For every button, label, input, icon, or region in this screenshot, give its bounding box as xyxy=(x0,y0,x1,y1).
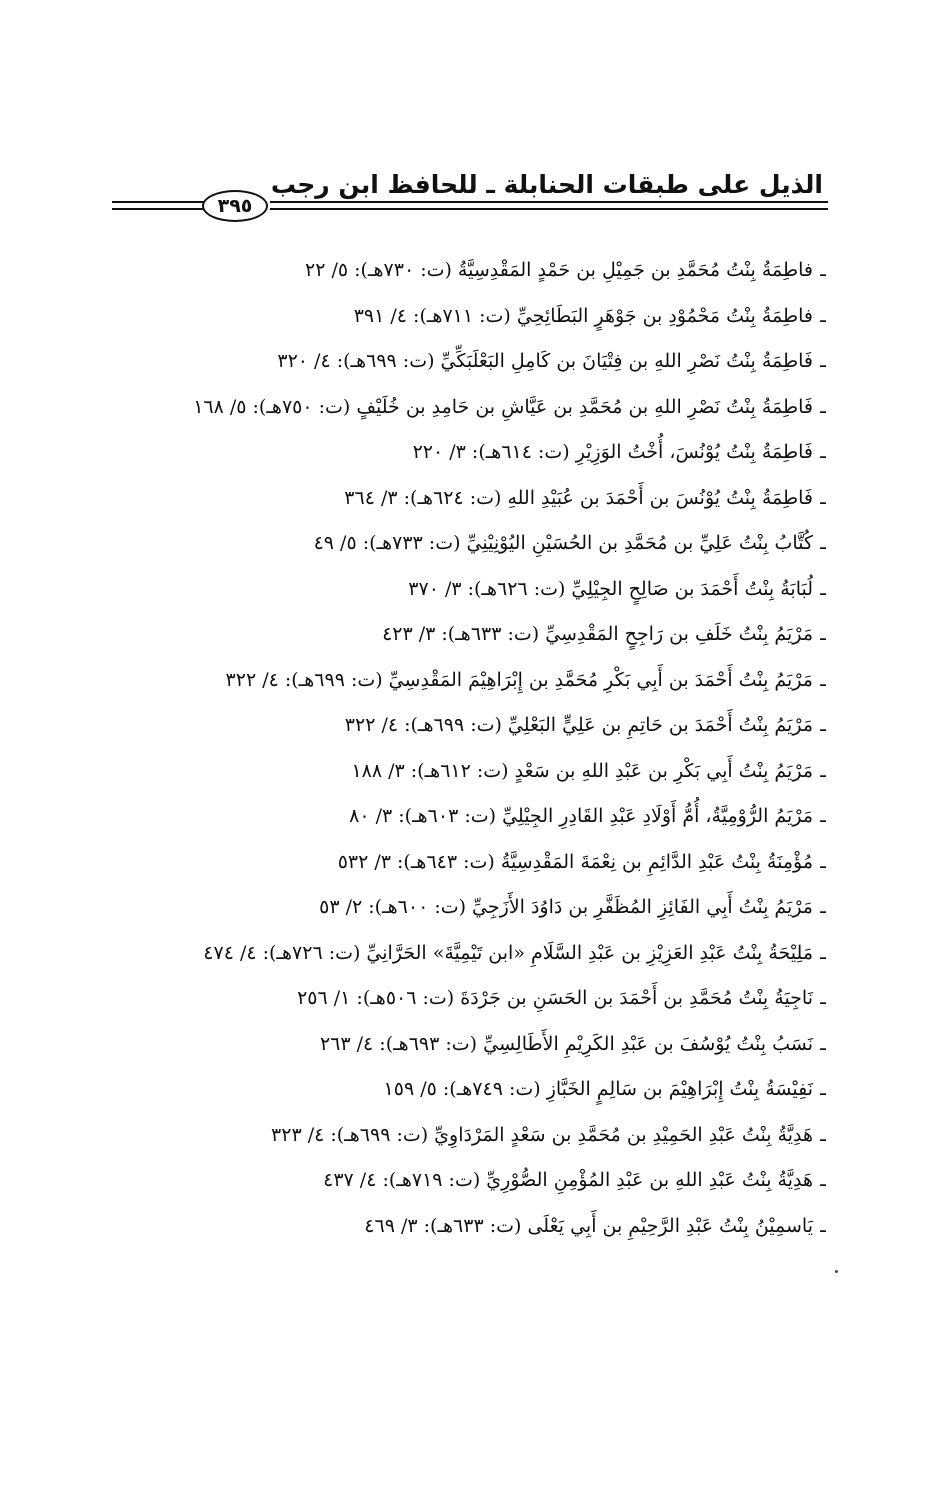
entry-text: يَاسمِيْنُ بِنْتُ عَبْدِ الرَّحِيْمِ بن أَبِي يَعْلَى (ت: ٦٣٣هـ): ٣/ ٤٦٩ xyxy=(364,1214,813,1237)
header-rule-upper xyxy=(270,201,828,203)
entry-text: مَرْيَمُ الرُّوْمِيَّةُ، أُمُّ أَوْلَادِ عَبْدِ القَادِرِ الجِيْلِيِّ (ت: ٦٠٣هـ): ٣/ ٨٠ xyxy=(349,805,813,827)
entry-dash: ـ xyxy=(820,350,826,372)
entry-dash: ـ xyxy=(820,1169,826,1191)
index-entry xyxy=(133,476,833,522)
index-entry xyxy=(133,567,833,613)
entry-dash: ـ xyxy=(820,532,826,554)
entry-dash: ـ xyxy=(820,395,826,418)
entry-text: مَرْيَمُ بِنْتُ أَبِي بَكْرِ بن عَبْدِ اللهِ بن سَعْدٍ (ت: ٦١٢هـ): ٣/ ١٨٨ xyxy=(351,759,813,782)
index-entry xyxy=(133,1113,833,1159)
entry-text: فَاطِمَةُ بِنْتُ يُوْنُسَ بن أَحْمَدَ بن عُبَيْدِ اللهِ (ت: ٦٢٤هـ): ٣/ ٣٦٤ xyxy=(344,486,813,509)
entry-dash: ـ xyxy=(820,623,826,645)
entry-text: نَسَبُ بِنْتُ يُوْسُفَ بن عَبْدِ الكَرِيْمِ الأَطَالِسِيِّ (ت: ٦٩٣هـ): ٤/ ٢٦٣ xyxy=(319,1032,813,1055)
index-entry xyxy=(133,703,833,749)
entry-text: كُتَّابُ بِنْتُ عَلِيِّ بن مُحَمَّدِ بن الحُسَيْنِ اليُوْنِيْنِيِّ (ت: ٧٣٣هـ): ٥/ ٤٩ xyxy=(313,532,813,554)
entry-text: فاطِمَةُ بِنْتُ مَحْمُوْدِ بن جَوْهَرٍ البَطَائِحِيِّ (ت: ٧١١هـ): ٤/ ٣٩١ xyxy=(353,304,813,327)
entry-text: فَاطِمَةُ بِنْتُ نَصْرِ اللهِ بن فِتْيَانَ بن كَامِلِ البَعْلَبَكِّيِّ (ت: ٦٩٩هـ): ٤/ ٣٢٠ xyxy=(277,350,813,372)
entry-text: مُؤْمِنَةُ بِنْتُ عَبْدِ الدَّائِمِ بن نِعْمَةَ المَقْدِسِيَّةُ (ت: ٦٤٣هـ): ٣/ ٥٣٢ xyxy=(337,850,813,873)
entry-text: مَرْيَمُ بِنْتُ خَلَفِ بن رَاجِحٍ المَقْدِسِيِّ (ت: ٦٣٣هـ): ٣/ ٤٢٣ xyxy=(382,623,813,645)
index-entries xyxy=(133,248,833,1249)
index-entry xyxy=(133,521,833,567)
entry-text: فَاطِمَةُ بِنْتُ نَصْرِ اللهِ بن مُحَمَّدِ بن عَيَّاشِ بن حَامِدِ بن خُلَيْفٍ (ت: ٧٥٠هـ): ٥/ ١٦٨ xyxy=(193,395,813,418)
page-number: ٣٩٥ xyxy=(202,190,268,222)
entry-text: فاطِمَةُ بِنْتُ مُحَمَّدِ بن جَمِيْلِ بن حَمْدٍ المَقْدِسِيَّةُ (ت: ٧٣٠هـ): ٥/ ٢٢ xyxy=(304,259,813,281)
index-entry xyxy=(133,1158,833,1204)
entry-dash: ـ xyxy=(820,896,826,918)
entry-dash: ـ xyxy=(820,304,826,327)
entry-dash: ـ xyxy=(820,850,826,873)
index-entry xyxy=(133,430,833,476)
print-speck xyxy=(835,1270,838,1273)
entry-dash: ـ xyxy=(820,668,826,691)
index-entry xyxy=(133,749,833,795)
entry-text: لُبَابَةُ بِنْتُ أَحْمَدَ بن صَالِحٍ الجِيْلِيِّ (ت: ٦٢٦هـ): ٣/ ٣٧٠ xyxy=(408,577,813,600)
index-entry xyxy=(133,294,833,340)
entry-dash: ـ xyxy=(820,987,826,1009)
entry-text: مَلِيْحَةُ بِنْتُ عَبْدِ العَزِيْزِ بن عَبْدِ السَّلَامِ «ابن تَيْمِيَّةَ» الحَرَّانِيِّ (ت: ٧٢٦هـ): ٤/ ٤٧٤ xyxy=(203,941,813,964)
index-entry xyxy=(133,248,833,294)
entry-dash: ـ xyxy=(820,1078,826,1100)
entry-text: هَدِيَّةُ بِنْتُ عَبْدِ الحَمِيْدِ بن مُحَمَّدِ بن سَعْدٍ المَرْدَاوِيِّ (ت: ٦٩٩هـ): ٤/ ٣٢٣ xyxy=(271,1123,813,1146)
entry-dash: ـ xyxy=(820,441,826,463)
entry-text: فَاطِمَةُ بِنْتُ يُوْنُسَ، أُخْتُ الوَزِيْرِ (ت: ٦١٤هـ): ٣/ ٢٢٠ xyxy=(412,441,813,463)
index-entry xyxy=(133,339,833,385)
entry-dash: ـ xyxy=(820,486,826,509)
header-rule-lower xyxy=(270,208,828,210)
entry-text: نَاجِيَةُ بِنْتُ مُحَمَّدِ بن أَحْمَدَ بن الحَسَنِ بن جَرْدَةَ (ت: ٥٠٦هـ): ١/ ٢٥٦ xyxy=(297,987,813,1009)
running-title: الذيل على طبقات الحنابلة ـ للحافظ ابن رجب xyxy=(270,170,823,199)
entry-text: هَدِيَّةُ بِنْتُ عَبْدِ اللهِ بن عَبْدِ المُؤْمِنِ الصُّوْرِيِّ (ت: ٧١٩هـ): ٤/ ٤٣٧ xyxy=(323,1169,813,1191)
index-entry xyxy=(133,1022,833,1068)
index-entry xyxy=(133,931,833,977)
entry-dash: ـ xyxy=(820,1123,826,1146)
entry-text: مَرْيَمُ بِنْتُ أَحْمَدَ بن أَبِي بَكْرِ مُحَمَّدِ بن إِبْرَاهِيْمَ المَقْدِسِيِّ (ت: ٦٩٩هـ): ٤/ ٣٢٢ xyxy=(225,668,813,691)
entry-text: مَرْيَمُ بِنْتُ أَحْمَدَ بن حَاتِمِ بن عَلِيٍّ البَعْلِيِّ (ت: ٦٩٩هـ): ٤/ ٣٢٢ xyxy=(344,714,813,736)
entry-text: نَفِيْسَةُ بِنْتُ إِبْرَاهِيْمَ بن سَالِمٍ الخَبَّازِ (ت: ٧٤٩هـ): ٥/ ١٥٩ xyxy=(383,1078,813,1100)
index-entry xyxy=(133,840,833,886)
entry-dash: ـ xyxy=(820,1032,826,1055)
entry-dash: ـ xyxy=(820,577,826,600)
entry-dash: ـ xyxy=(820,1214,826,1237)
entry-dash: ـ xyxy=(820,714,826,736)
entry-dash: ـ xyxy=(820,759,826,782)
index-entry xyxy=(133,794,833,840)
entry-dash: ـ xyxy=(820,259,826,281)
index-entry xyxy=(133,1067,833,1113)
index-entry xyxy=(133,612,833,658)
entry-dash: ـ xyxy=(820,941,826,964)
entry-text: مَرْيَمُ بِنْتُ أَبِي الفَائِزِ المُظَفَّرِ بن دَاوُدَ الأَزَجِيِّ (ت: ٦٠٠هـ): ٢/ ٥٣ xyxy=(319,896,813,918)
index-entry xyxy=(133,385,833,431)
entry-dash: ـ xyxy=(820,805,826,827)
header-rule-left-lower xyxy=(112,208,204,210)
index-entry xyxy=(133,885,833,931)
index-entry xyxy=(133,1204,833,1250)
index-entry xyxy=(133,658,833,704)
header-rule-left-upper xyxy=(112,201,204,203)
index-entry xyxy=(133,976,833,1022)
